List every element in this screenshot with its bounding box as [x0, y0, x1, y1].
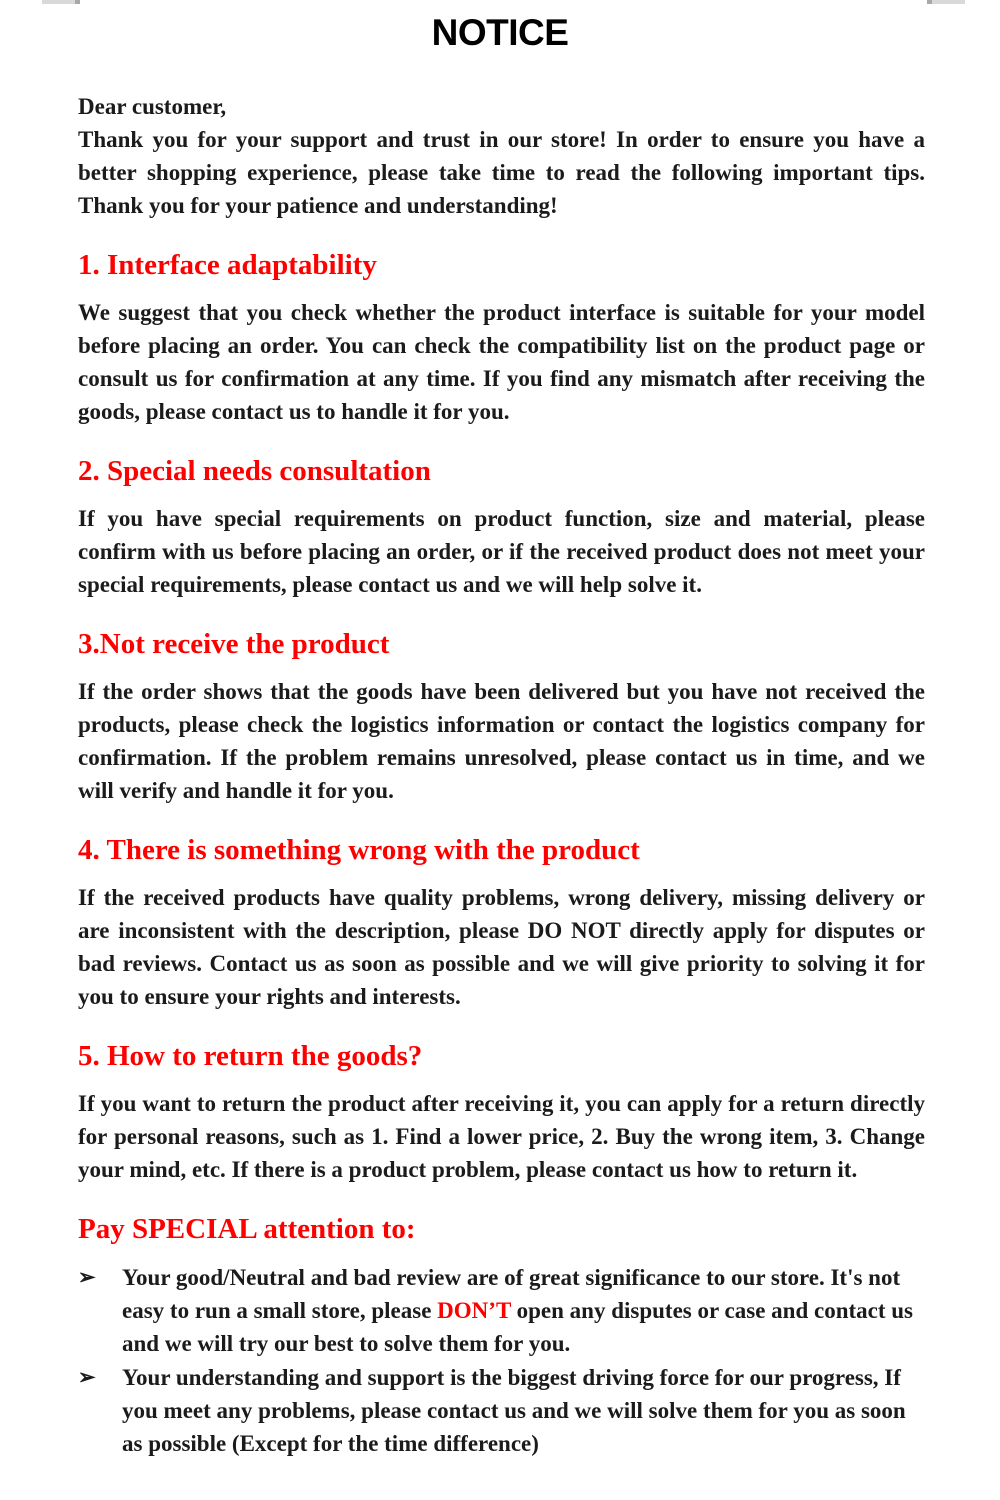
- page-title: NOTICE: [431, 12, 569, 53]
- section-body: If the order shows that the goods have been delivered but you have not received the products, please check the logistics information or contact the logistics company for confirmation. If the problem remains unresolved, please contact us in time, and we will verify and handle it for you.: [78, 679, 925, 803]
- attention-item-support: [78, 1361, 925, 1460]
- intro-paragraph: Thank you for your support and trust in our store! In order to ensure you have a better shopping experience, please take time to read the following important tips. Thank you for your patience and understanding!: [78, 127, 925, 218]
- attention-text-pre: Your understanding and support is the biggest driving force for our progress, If you meet any problems, please contact us and we will solve them for you as soon as possible (Except for the time difference): [122, 1365, 906, 1456]
- section-body: If you want to return the product after receiving it, you can apply for a return directly for personal reasons, such as 1. Find a lower price, 2. Buy the wrong item, 3. Change your mind, etc. If there is a product problem, please contact us how to return it.: [78, 1091, 925, 1182]
- attention-list: [78, 1261, 925, 1460]
- salutation-line: Dear customer,: [78, 94, 227, 119]
- section-heading: 1. Interface adaptability: [78, 249, 377, 281]
- top-right-page-fragment: [927, 0, 965, 4]
- section-special-needs-consultation: [78, 456, 925, 601]
- attention-text-pre: Your good/Neutral and bad review are of great significance to our store. It's not easy to run a small store, please: [122, 1265, 901, 1323]
- attention-item-text: [122, 1261, 925, 1360]
- section-heading: 4. There is something wrong with the product: [78, 834, 640, 866]
- arrow-bullet-icon: ➢: [78, 1365, 96, 1389]
- dont-highlight: DON’T: [437, 1298, 511, 1323]
- section-body: We suggest that you check whether the product interface is suitable for your model before placing an order. You can check the compatibility list on the product page or consult us for confirmation at any time. If you find any mismatch after receiving the goods, please contact us to handle it for you.: [78, 300, 925, 424]
- section-not-receive-product: [78, 629, 925, 807]
- attention-text-post: open any disputes or case and contact us and we will try our best to solve them for you.: [122, 1298, 914, 1356]
- top-left-page-fragment: [42, 0, 80, 4]
- section-body: If you have special requirements on product function, size and material, please confirm with us before placing an order, or if the received product does not meet your special requirements, please contact us and we will help solve it.: [78, 506, 925, 597]
- section-how-to-return-goods: [78, 1041, 925, 1186]
- section-heading: 3.Not receive the product: [78, 628, 390, 660]
- attention-item-reviews: [78, 1261, 925, 1360]
- section-something-wrong-with-product: [78, 835, 925, 1013]
- arrow-bullet-icon: ➢: [78, 1265, 96, 1289]
- section-body: If the received products have quality problems, wrong delivery, missing delivery or are inconsistent with the description, please DO NOT directly apply for disputes or bad reviews. Contact us as soon as possible and we will give priority to solving it for you to ensure your rights and interests.: [78, 885, 925, 1009]
- attention-heading: Pay SPECIAL attention to:: [78, 1213, 416, 1245]
- section-heading: 2. Special needs consultation: [78, 455, 431, 487]
- section-interface-adaptability: [78, 250, 925, 428]
- attention-item-text: [122, 1361, 925, 1460]
- section-heading: 5. How to return the goods?: [78, 1040, 423, 1072]
- notice-content: [0, 90, 1000, 1460]
